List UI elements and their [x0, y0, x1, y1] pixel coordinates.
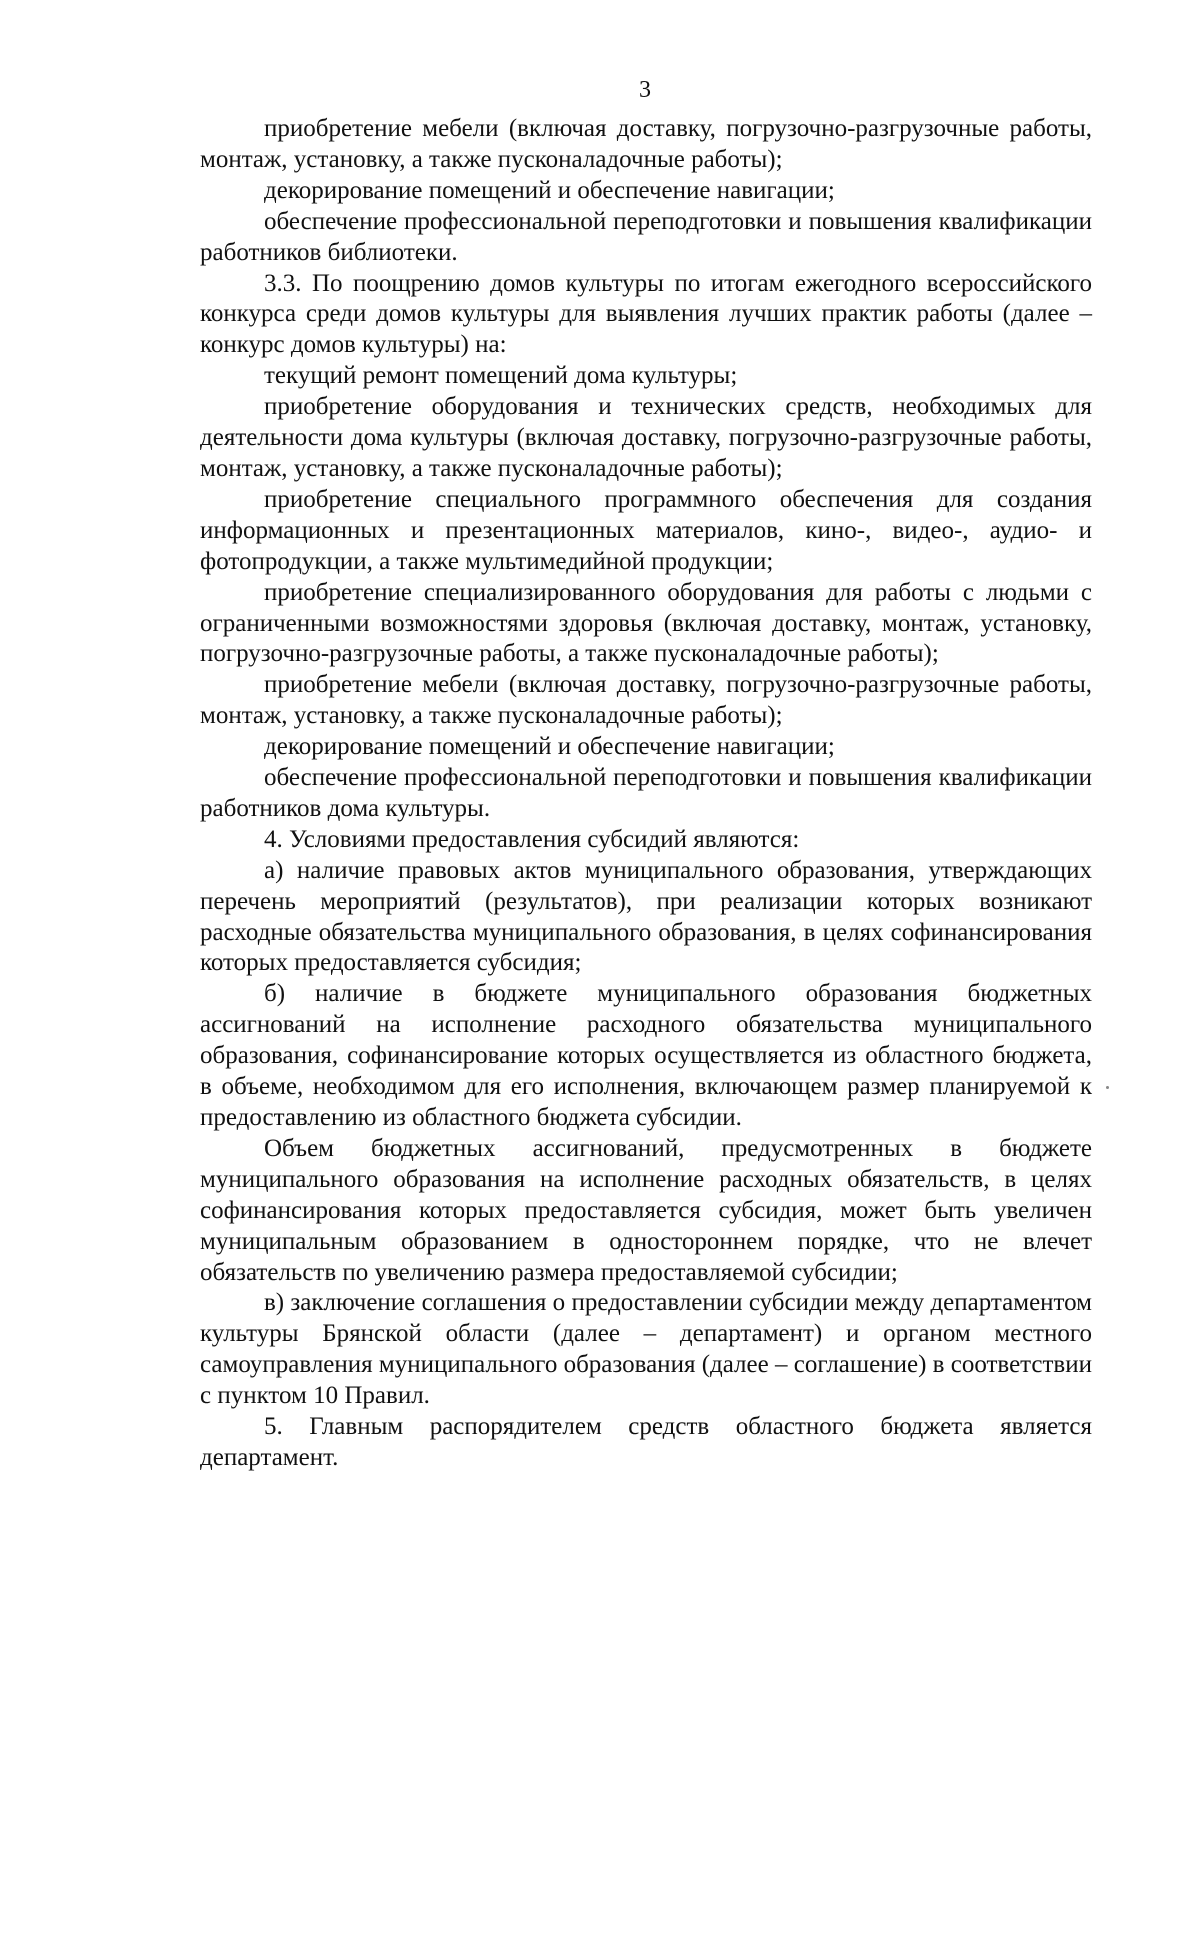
paragraph-software: приобретение специального программного обеспечения для создания информационных и презентационных материалов, кино-, видео-, аудио- и фотопродукции, а также мультимедийной продукции;: [200, 485, 1092, 575]
paragraph-section-4: 4. Условиями предоставления субсидий являются:: [264, 825, 800, 853]
paragraph-training-culture: обеспечение профессиональной переподготовки и повышения квалификации работников дома культуры.: [200, 764, 1092, 822]
paragraph-decoration-culture: декорирование помещений и обеспечение навигации;: [264, 733, 835, 761]
paragraph-training-library: обеспечение профессиональной переподготовки и повышения квалификации работников библиотеки.: [200, 207, 1092, 266]
paragraph-special-equipment: приобретение специализированного оборудования для работы с людьми с ограниченными возможностями здоровья (включая доставку, монтаж, установку, погрузочно-разгрузочные работы, а также пусконаладочные работы);: [200, 578, 1092, 668]
paragraph-section-5: 5. Главным распорядителем средств областного бюджета является департамент.: [200, 1413, 1092, 1471]
document-body: [200, 114, 1092, 1474]
paragraph-condition-v: в) заключение соглашения о предоставлении субсидии между департаментом культуры Брянской области (далее – департамент) и органом местного самоуправления муниципального образования (далее – соглашение) в соответствии с пунктом 10 Правил.: [200, 1289, 1092, 1410]
paragraph-condition-a: а) наличие правовых актов муниципального образования, утверждающих перечень мероприятий (результатов), при реализации которых возникают расходные обязательства муниципального образования, в целях софинансирования которых предоставляется субсидия;: [200, 856, 1092, 977]
scan-speck: [1106, 1086, 1109, 1089]
paragraph-furniture-library: приобретение мебели (включая доставку, погрузочно-разгрузочные работы, монтаж, установку, а также пусконаладочные работы);: [200, 115, 1092, 173]
page-number: 3: [639, 77, 651, 103]
paragraph-equipment: приобретение оборудования и технических средств, необходимых для деятельности дома культуры (включая доставку, погрузочно-разгрузочные работы, монтаж, установку, а также пусконаладочные работы);: [200, 393, 1092, 482]
paragraph-furniture-culture: приобретение мебели (включая доставку, погрузочно-разгрузочные работы, монтаж, установку, а также пусконаладочные работы);: [200, 671, 1092, 730]
paragraph-budget-volume: Объем бюджетных ассигнований, предусмотренных в бюджете муниципального образования на исполнение расходных обязательств, в целях софинансирования которых предоставляется субсидия, может быть увеличен муниципальным образованием в одностороннем порядке, что не влечет обязательств по увеличению размера предоставляемой субсидии;: [200, 1134, 1092, 1286]
paragraph-repair: текущий ремонт помещений дома культуры;: [264, 362, 738, 390]
paragraph-condition-b: б) наличие в бюджете муниципального образования бюджетных ассигнований на исполнение расходного обязательства муниципального образования, софинансирование которых осуществляется из областного бюджета, в объеме, необходимом для его исполнения, включающем размер планируемой к предоставлению из областного бюджета субсидии.: [200, 980, 1092, 1131]
paragraph-decoration-library: декорирование помещений и обеспечение навигации;: [264, 176, 835, 204]
paragraph-section-3-3: 3.3. По поощрению домов культуры по итогам ежегодного всероссийского конкурса среди домов культуры для выявления лучших практик работы (далее – конкурс домов культуры) на:: [200, 269, 1092, 359]
